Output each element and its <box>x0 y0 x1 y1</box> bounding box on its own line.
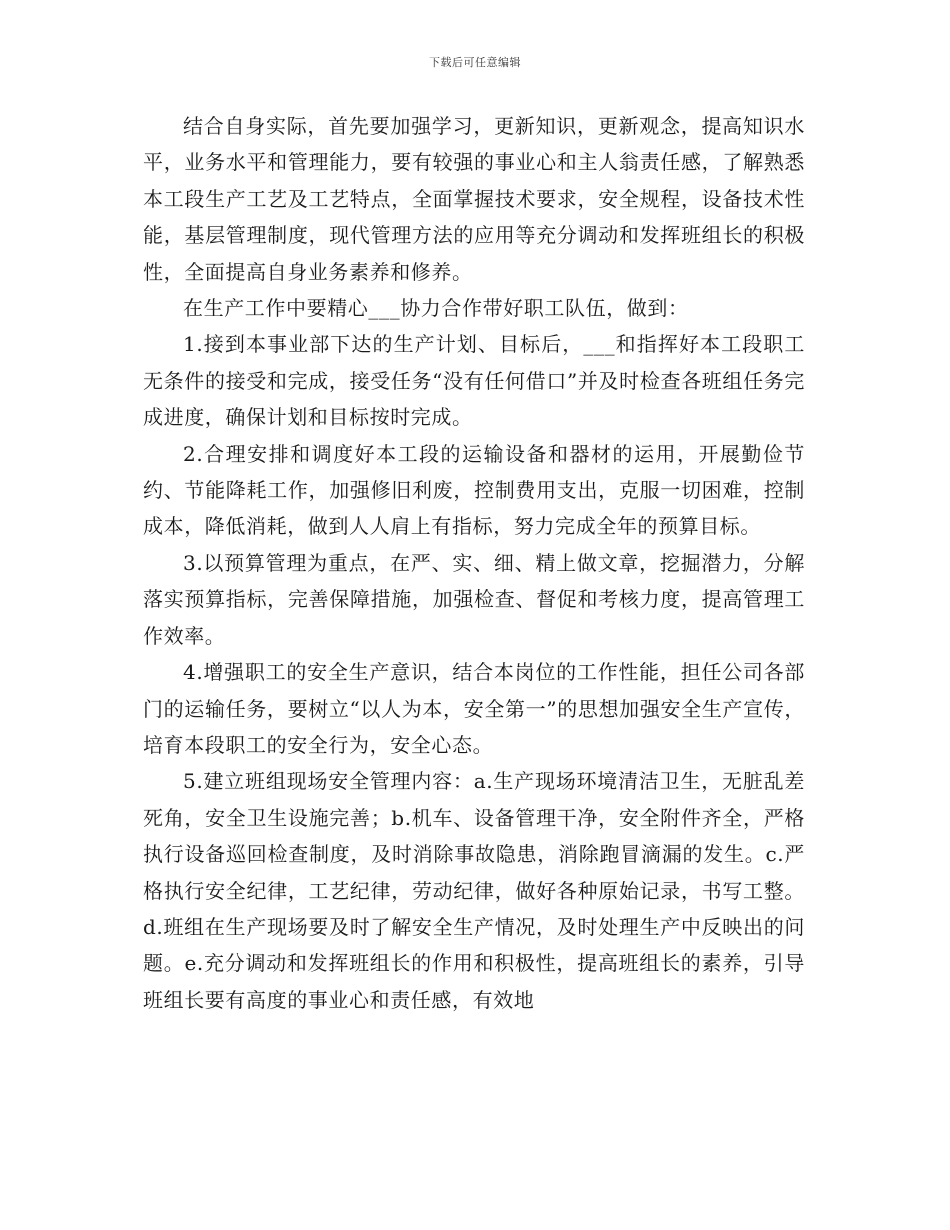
page-header: 下载后可任意编辑 <box>429 56 521 69</box>
document-body <box>143 108 805 1018</box>
list-item-5: 5.建立班组现场安全管理内容：a.生产现场环境清洁卫生，无脏乱差死角，安全卫生设施完善；b.机车、设备管理干净，安全附件齐全，严格执行设备巡回检查制度，及时消除事故隐患，消除跑冒滴漏的发生。c.严格执行安全纪律，工艺纪律，劳动纪律，做好各种原始记录，书写工整。d.班组在生产现场要及时了解安全生产情况，及时处理生产中反映出的问题。e.充分调动和发挥班组长的作用和积极性，提高班组长的素养，引导班组长要有高度的事业心和责任感，有效地 <box>143 769 805 1012</box>
list-item-3: 3.以预算管理为重点，在严、实、细、精上做文章，挖掘潜力，分解落实预算指标，完善保障措施，加强检查、督促和考核力度，提高管理工作效率。 <box>143 550 805 648</box>
paragraph-intro: 结合自身实际，首先要加强学习，更新知识，更新观念，提高知识水平，业务水平和管理能力，要有较强的事业心和主人翁责任感，了解熟悉本工段生产工艺及工艺特点，全面掌握技术要求，安全规程，设备技术性能，基层管理制度，现代管理方法的应用等充分调动和发挥班组长的积极性，全面提高自身业务素养和修养。 <box>143 114 805 284</box>
list-item-4: 4.增强职工的安全生产意识，结合本岗位的工作性能，担任公司各部门的运输任务，要树立“以人为本，安全第一”的思想加强安全生产宣传，培育本段职工的安全行为，安全心态。 <box>143 660 805 757</box>
paragraph-lead-in: 在生产工作中要精心___协力合作带好职工队伍，做到： <box>183 296 689 321</box>
list-item-1: 1.接到本事业部下达的生产计划、目标后，___和指挥好本工段职工无条件的接受和完成，接受任务“没有任何借口”并及时检查各班组任务完成进度，确保计划和目标按时完成。 <box>143 332 805 430</box>
list-item-2: 2.合理安排和调度好本工段的运输设备和器材的运用，开展勤俭节约、节能降耗工作，加强修旧利废，控制费用支出，克服一切困难，控制成本，降低消耗，做到人人肩上有指标，努力完成全年的预算目标。 <box>143 441 805 539</box>
